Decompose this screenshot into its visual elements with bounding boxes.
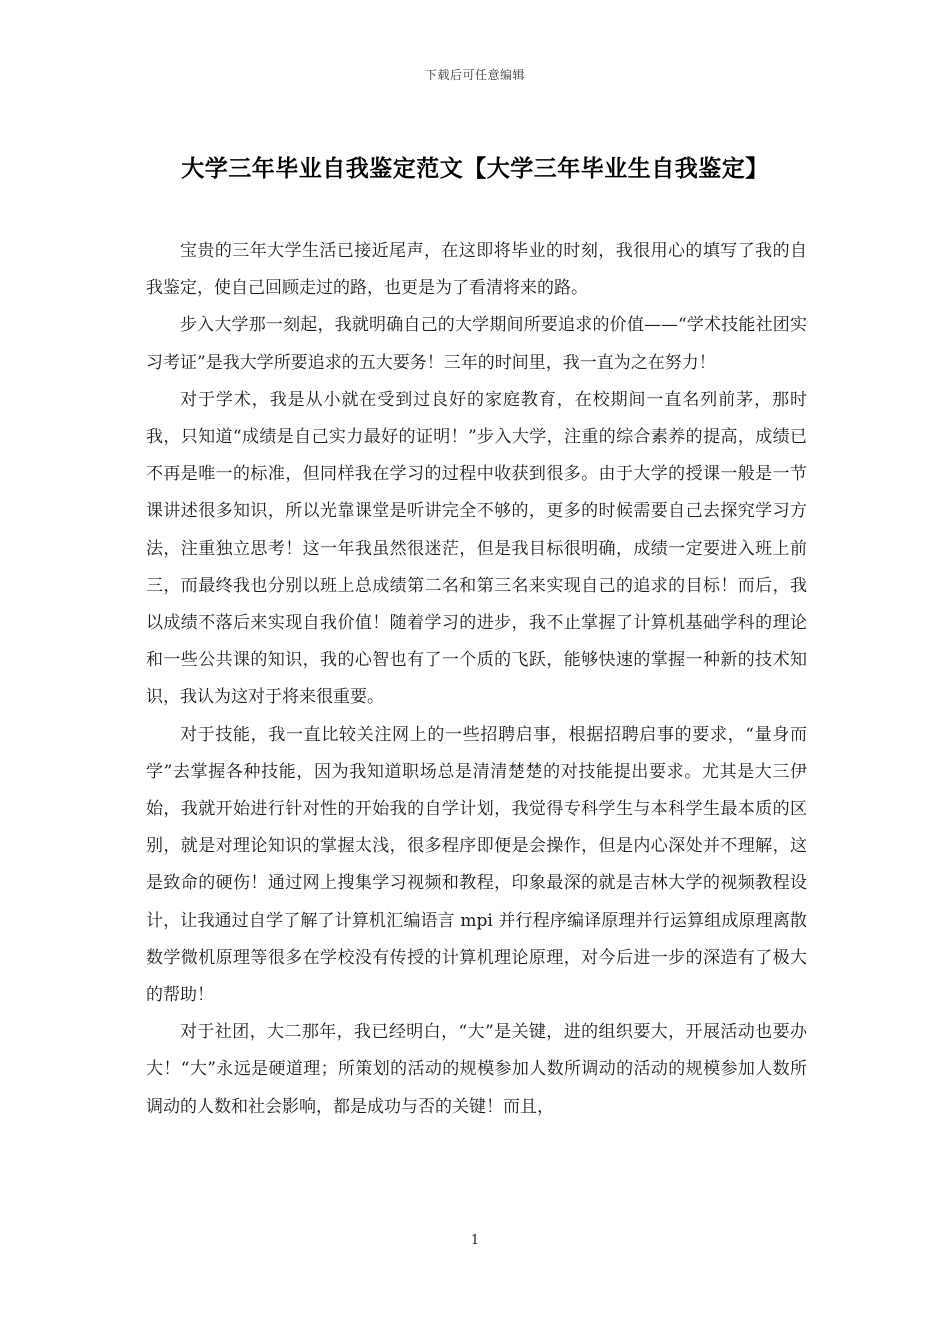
header-note: 下载后可任意编辑 [424, 68, 525, 82]
paragraph-academics: 对于学术，我是从小就在受到过良好的家庭教育，在校期间一直名列前茅，那时我，只知道“成绩是自己实力最好的证明！”步入大学，注重的综合素养的提高，成绩已不再是唯一的标准，但同样我在学习的过程中收获到很多。由于大学的授课一般是一节课讲述很多知识，所以光靠课堂是听讲完全不够的，更多的时候需要自己去探究学习方法，注重独立思考！这一年我虽然很迷茫，但是我目标很明确，成绩一定要进入班上前三，而最终我也分别以班上总成绩第二名和第三名来实现自己的追求的目标！而后，我以成绩不落后来实现自我价值！随着学习的进步，我不止掌握了计算机基础学科的理论和一些公共课的知识，我的心智也有了一个质的飞跃，能够快速的掌握一种新的技术知识，我认为这对于将来很重要。 [146, 389, 807, 708]
page-number: 1 [470, 1233, 480, 1248]
document-body [146, 233, 807, 1126]
paragraph-skills: 对于技能，我一直比较关注网上的一些招聘启事，根据招聘启事的要求，“量身而学”去掌握各种技能，因为我知道职场总是清清楚楚的对技能提出要求。尤其是大三伊始，我就开始进行针对性的开始我的自学计划，我觉得专科学生与本科学生最本质的区别，就是对理论知识的掌握太浅，很多程序即便是会操作，但是内心深处并不理解，这是致命的硬伤！通过网上搜集学习视频和教程，印象最深的就是吉林大学的视频教程设计，让我通过自学了解了计算机汇编语言 mpi 并行程序编译原理并行运算组成原理离散数学微机原理等很多在学校没有传授的计算机理论原理，对今后进一步的深造有了极大的帮助！ [146, 724, 807, 1006]
paragraph-goals: 步入大学那一刻起，我就明确自己的大学期间所要追求的价值——“学术技能社团实习考证”是我大学所要追求的五大要务！三年的时间里，我一直为之在努力！ [146, 315, 807, 373]
document-title: 大学三年毕业自我鉴定范文【大学三年毕业生自我鉴定】 [181, 155, 769, 182]
paragraph-intro: 宝贵的三年大学生活已接近尾声，在这即将毕业的时刻，我很用心的填写了我的自我鉴定，使自己回顾走过的路，也更是为了看清将来的路。 [146, 241, 807, 299]
paragraph-clubs: 对于社团，大二那年，我已经明白，“大”是关键，进的组织要大，开展活动也要办大！“大”永远是硬道理；所策划的活动的规模参加人数所调动的活动的规模参加人数所调动的人数和社会影响，都是成功与否的关键！而且， [146, 1022, 807, 1117]
